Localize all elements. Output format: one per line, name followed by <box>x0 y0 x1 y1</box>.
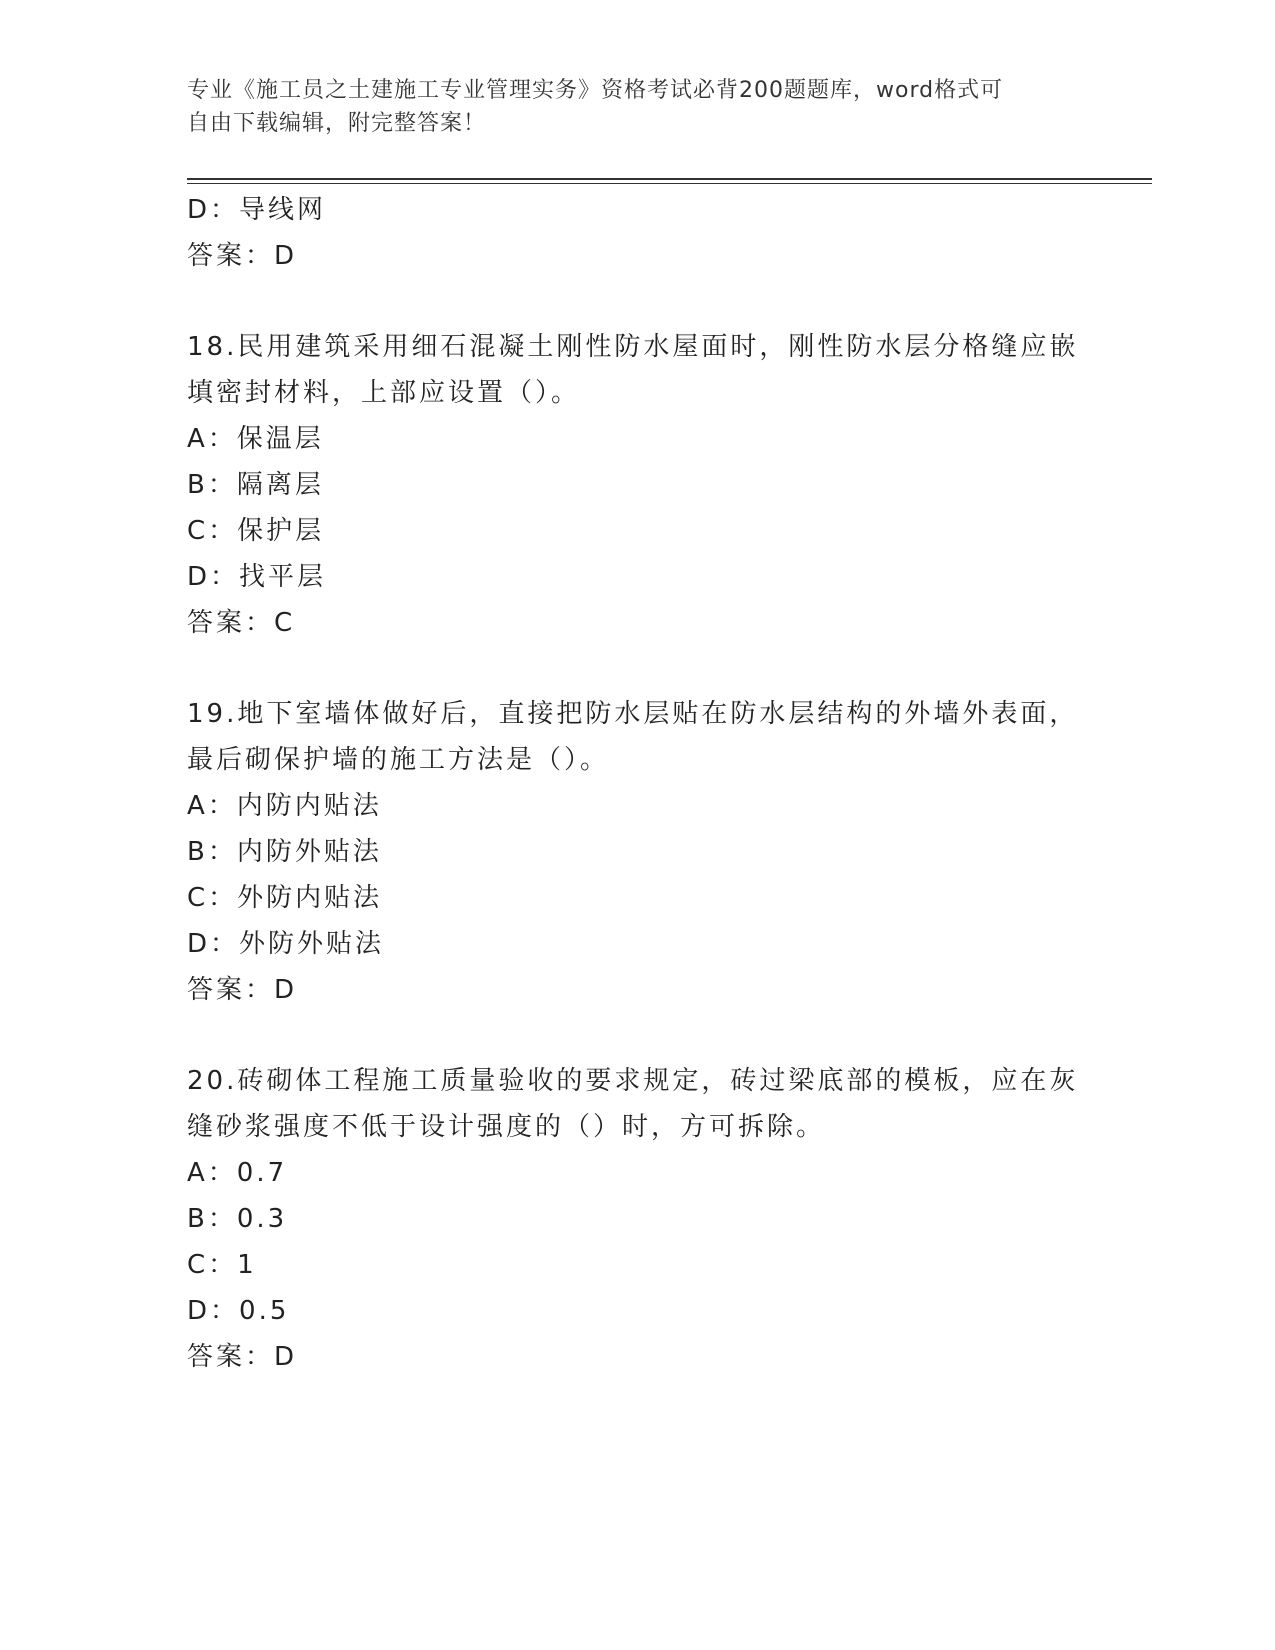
question-19 <box>187 691 1087 1013</box>
option-a: A：保温层 <box>187 424 324 454</box>
option-b: B：0.3 <box>187 1204 288 1234</box>
spacer <box>187 279 1087 324</box>
option-d: D：外防外贴法 <box>187 929 385 959</box>
header-title-line-1: 专业《施工员之土建施工专业管理实务》资格考试必背200题题库，word格式可 <box>187 78 1004 103</box>
option-b: B：隔离层 <box>187 470 324 500</box>
question-stem-line-1: 20.砖砌体工程施工质量验收的要求规定，砖过梁底部的模板，应在灰 <box>187 1066 1079 1096</box>
answer-line: 答案：D <box>187 1342 298 1372</box>
previous-question-tail <box>187 187 1087 279</box>
question-stem-line-2: 缝砂浆强度不低于设计强度的（）时，方可拆除。 <box>187 1112 826 1142</box>
option-c: C：外防内贴法 <box>187 883 383 913</box>
page-header <box>187 74 1067 140</box>
question-stem-line-2: 最后砌保护墙的施工方法是（）。 <box>187 745 610 775</box>
option-c: C：保护层 <box>187 516 325 546</box>
option-d: D：0.5 <box>187 1296 290 1326</box>
answer-line: 答案：D <box>187 241 298 271</box>
question-list <box>187 187 1087 1380</box>
option-d: D：找平层 <box>187 562 327 592</box>
header-title-line-2: 自由下载编辑，附完整答案！ <box>187 111 487 136</box>
spacer <box>187 1013 1087 1058</box>
option-c: C：1 <box>187 1250 257 1280</box>
answer-line: 答案：D <box>187 975 298 1005</box>
header-divider <box>187 178 1152 180</box>
question-stem-line-2: 填密封材料，上部应设置（）。 <box>187 378 581 408</box>
option-d: D：导线网 <box>187 195 327 225</box>
question-stem-line-1: 19.地下室墙体做好后，直接把防水层贴在防水层结构的外墙外表面， <box>187 699 1079 729</box>
answer-line: 答案：C <box>187 608 296 638</box>
question-stem-line-1: 18.民用建筑采用细石混凝土刚性防水屋面时，刚性防水层分格缝应嵌 <box>187 332 1079 362</box>
option-a: A：0.7 <box>187 1158 288 1188</box>
question-20 <box>187 1058 1087 1380</box>
question-18 <box>187 324 1087 646</box>
spacer <box>187 646 1087 691</box>
option-a: A：内防内贴法 <box>187 791 382 821</box>
header-divider-thin <box>187 183 1152 184</box>
option-b: B：内防外贴法 <box>187 837 382 867</box>
